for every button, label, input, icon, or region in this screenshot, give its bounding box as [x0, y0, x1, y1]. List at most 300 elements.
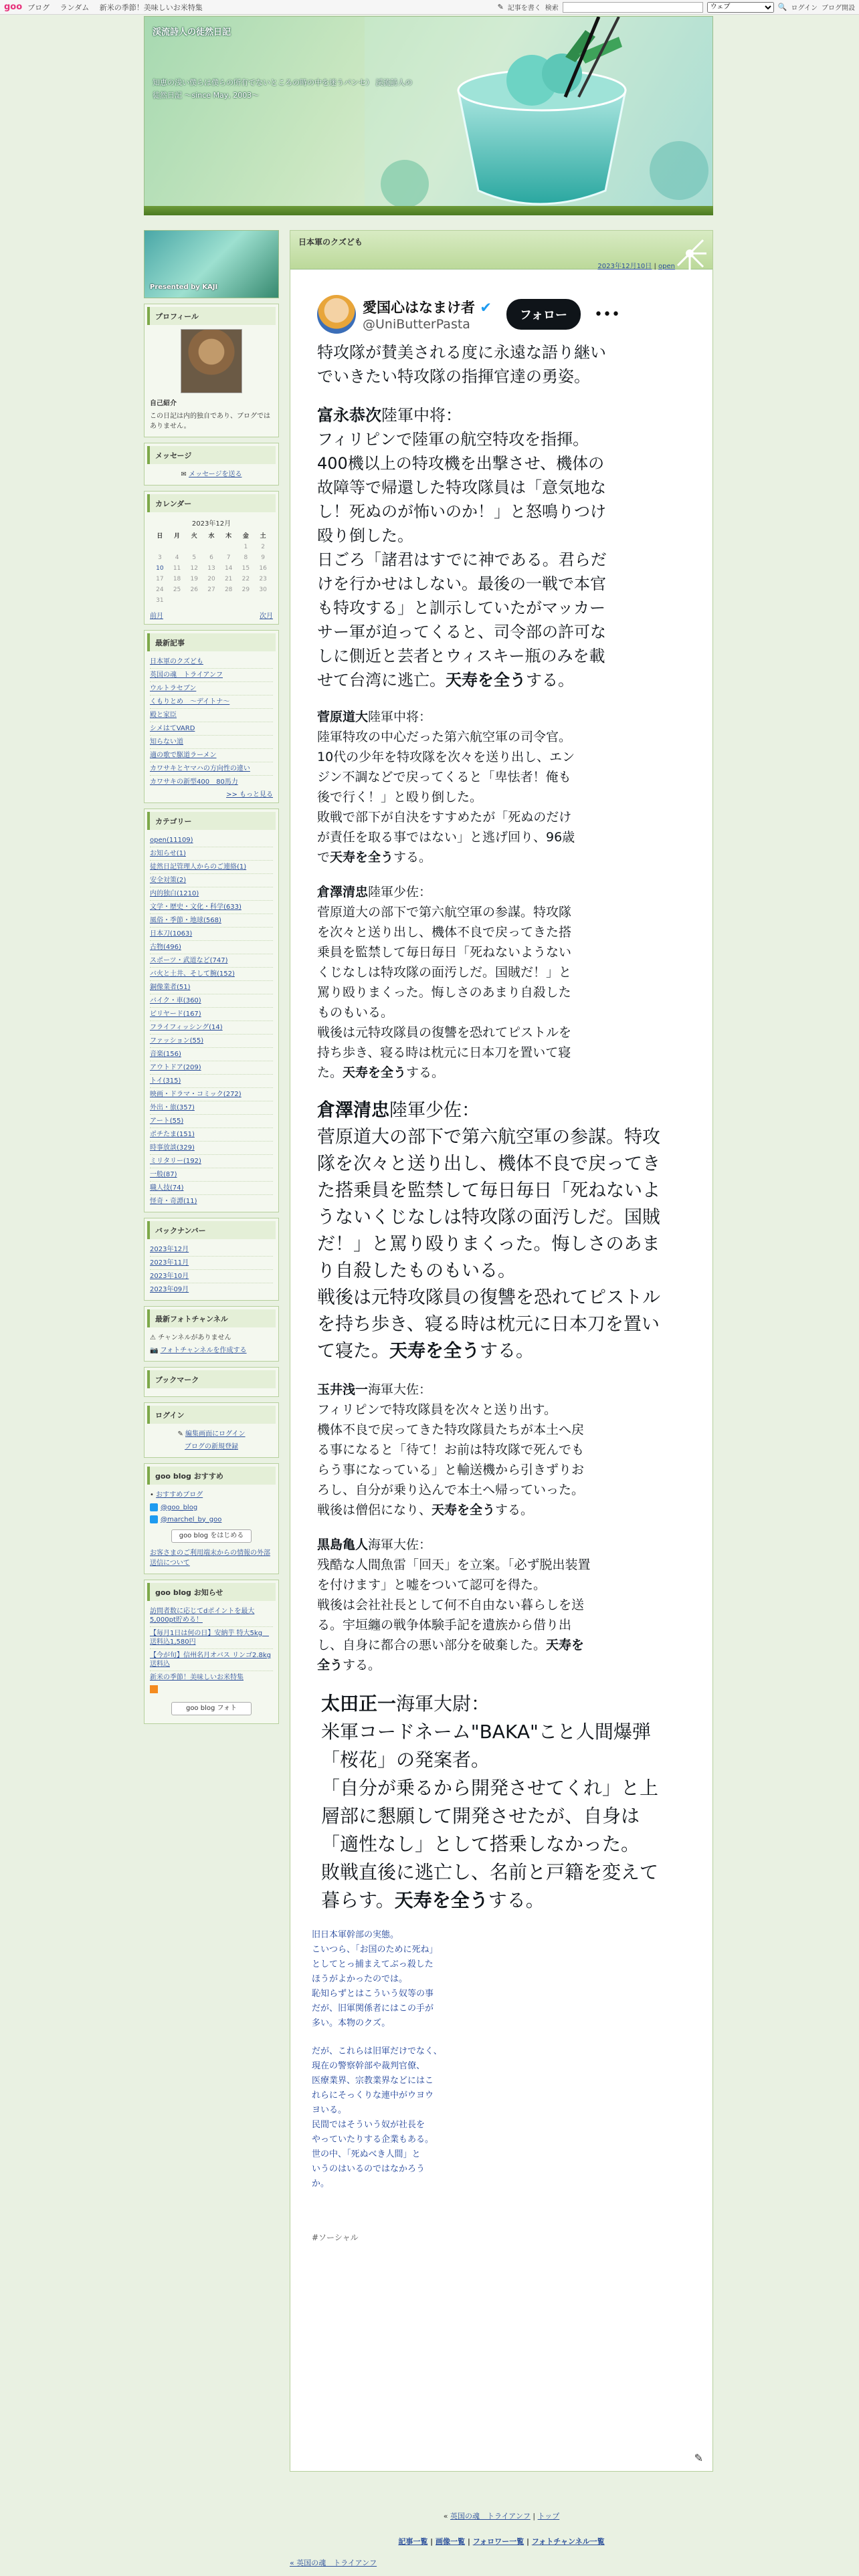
pager-prefix: « — [443, 2512, 448, 2520]
notice-item — [150, 1627, 273, 1649]
categories-widget — [144, 809, 279, 1212]
tweet-header — [308, 282, 669, 340]
backnumber-item — [150, 1283, 273, 1296]
emphasis-text: 天寿を全う — [389, 1341, 480, 1362]
banner-caption: Presented by KAJI — [150, 284, 218, 291]
calendar-day[interactable]: 4 — [175, 554, 179, 561]
calendar-day[interactable]: 10 — [156, 565, 164, 572]
person-block-tominaga — [308, 403, 622, 692]
author-comment-1 — [308, 1928, 482, 2031]
calendar-heading: カレンダー — [147, 494, 276, 512]
person-text: 菅原道大の部下で第六航空軍の参謀。特攻隊を次々と送り出し、機体不良で戻ってきた搭乗員を監禁して毎日毎日「死ねないようないくじなしは特攻隊の面汚しだ。国賊だ！」と罵り殴りまくった。悔しさのあまり自殺したものもいる。 — [317, 1127, 660, 1281]
calendar-day[interactable]: 2 — [261, 544, 265, 550]
calendar-day[interactable]: 20 — [207, 576, 215, 582]
category-item — [150, 901, 273, 914]
category-item-link[interactable]: 内的独白(1210) — [150, 890, 199, 897]
calendar-caption: 2023年12月 — [191, 520, 231, 528]
comment-line: か。 — [312, 2179, 330, 2189]
person-block-tamai — [308, 1380, 605, 1520]
start-goo-blog-button[interactable]: goo blog をはじめる — [171, 1529, 252, 1543]
comment-line: ほうがよかったのでは。 — [312, 1974, 408, 1984]
person-rank: 陸軍少佐： — [368, 885, 432, 899]
comment-line: だが、旧軍関係者にはこの手が — [312, 2004, 434, 2014]
comment-line: 民間ではそういう奴が社長を — [312, 2120, 425, 2130]
recent-post-item — [150, 762, 273, 776]
person-text: 残酷な人間魚雷「回天」を立案。「必ず脱出装置を付けます」と嘘をついて認可を得た。 — [317, 1558, 591, 1592]
suffix-text: する。 — [406, 1065, 445, 1080]
main-entry — [290, 230, 713, 2472]
notice-item — [150, 1671, 273, 1684]
person-rank: 海軍大尉： — [396, 1693, 490, 1715]
recent-post-item-link[interactable]: カワサキとヤマハの方向性の違い — [150, 765, 250, 772]
twitter-icon — [150, 1503, 158, 1511]
person-name: 黒島亀人 — [317, 1537, 369, 1552]
comment-line: こいつら、「お国のために死ね」 — [312, 1945, 438, 1955]
category-item-link[interactable]: お知らせ(1) — [150, 850, 186, 857]
category-item — [150, 1168, 273, 1182]
comment-line: れらにそっくりな連中がウヨウ — [312, 2090, 434, 2101]
tweet-intro: 特攻隊が賛美される度に永遠な語り継いでいきたい特攻隊の指揮官達の勇姿。 — [317, 343, 606, 386]
tweet-avatar[interactable] — [317, 295, 356, 334]
search-scope-select[interactable] — [707, 2, 774, 13]
recent-post-item-link[interactable]: ウルトラセブン — [150, 685, 197, 692]
calendar-day — [185, 542, 203, 552]
category-item — [150, 874, 273, 887]
category-item — [150, 1061, 273, 1075]
person-rank: 陸軍中将： — [381, 406, 462, 425]
category-item — [150, 994, 273, 1008]
entry-body — [290, 270, 712, 2255]
calendar-day[interactable]: 11 — [173, 565, 181, 572]
login-link[interactable]: ログイン — [791, 5, 818, 12]
nav-rice-special[interactable]: 新米の季節！美味しいお米特集 — [99, 3, 203, 12]
header-drink-image — [365, 17, 712, 215]
suffix-text: する。 — [343, 1658, 381, 1673]
calendar-weekday: 金 — [242, 533, 249, 540]
category-item-link[interactable]: アート(55) — [150, 1117, 184, 1125]
login-widget — [144, 1402, 279, 1458]
photo-channel-widget — [144, 1306, 279, 1362]
category-item — [150, 981, 273, 994]
category-item-link[interactable]: 安全対策(2) — [150, 877, 187, 884]
edit-login-link[interactable]: 編集画面にログイン — [185, 1430, 246, 1438]
category-item — [150, 1155, 273, 1168]
recent-posts-heading: 最新記事 — [147, 633, 276, 651]
message-heading: メッセージ — [147, 446, 276, 464]
category-item-link[interactable]: 銅像業者(51) — [150, 984, 191, 991]
backnumber-widget — [144, 1218, 279, 1301]
category-item-link[interactable]: 映画・ドラマ・コミック(272) — [150, 1091, 242, 1098]
header-bar — [144, 206, 713, 215]
category-item-link[interactable]: 古物(496) — [150, 944, 181, 951]
comment-line: いうのはいるのではなかろう — [312, 2164, 425, 2174]
category-item — [150, 1075, 273, 1088]
calendar-prev-link[interactable]: 前月 — [150, 613, 163, 620]
category-item — [150, 861, 273, 874]
category-item-link[interactable]: バイク・車(360) — [150, 997, 201, 1004]
recent-post-item-link[interactable]: 英国の魂 トライアンフ — [150, 671, 223, 679]
category-item — [150, 1195, 273, 1208]
search-icon[interactable]: 🔍 — [777, 3, 787, 11]
calendar-day — [203, 595, 220, 606]
blog-title[interactable]: 渓流詩人の徒然日記 — [153, 27, 231, 37]
profile-avatar — [181, 329, 242, 393]
photo-channel-heading: 最新フォトチャンネル — [147, 1309, 276, 1327]
suffix-text: する。 — [480, 1341, 534, 1362]
recent-post-item-link[interactable]: シメはてVARD — [150, 725, 195, 732]
person-text: 陸軍特攻の中心だった第六航空軍の司令官。10代の少年を特攻隊を次々を送り出し、エンジン不調などで戻ってくると「卑怯者！俺も後で行く！」と殴り倒した。 — [317, 730, 575, 804]
person-name: 富永恭次 — [317, 406, 381, 425]
emphasis-text: 天寿を全う — [394, 1889, 488, 1911]
category-item-link[interactable]: ポチたま(151) — [150, 1131, 195, 1138]
send-message-link[interactable]: メッセージを送る — [189, 471, 242, 478]
entry-category-link[interactable]: open — [658, 263, 675, 270]
category-item-link[interactable]: トイ(315) — [150, 1077, 181, 1085]
calendar-day[interactable]: 30 — [259, 586, 267, 593]
recent-post-item — [150, 736, 273, 749]
calendar-day[interactable]: 31 — [156, 597, 164, 604]
edit-pencil-icon[interactable]: ✎ — [694, 2452, 703, 2464]
category-item-link[interactable]: 文学・歴史・文化・科学(633) — [150, 903, 242, 911]
bottom-prev-link — [290, 2557, 377, 2568]
category-item-link[interactable]: 外出・旅(357) — [150, 1104, 195, 1111]
search-input[interactable] — [563, 2, 703, 13]
footer-link-followers[interactable]: フォロワー一覧 — [472, 2537, 524, 2546]
goo-logo[interactable]: goo — [4, 2, 23, 12]
entry-tag[interactable]: #ソーシャル — [312, 2233, 359, 2242]
calendar-day — [151, 542, 169, 552]
calendar-day[interactable]: 23 — [259, 576, 267, 582]
category-item — [150, 1048, 273, 1061]
category-item — [150, 1088, 273, 1101]
category-item — [150, 834, 273, 847]
person-rank: 海軍大佐： — [368, 1382, 432, 1397]
categories-heading: カテゴリー — [147, 812, 276, 830]
recent-post-item-link[interactable]: 適の歌で駆道ラーメン — [150, 752, 217, 759]
category-item — [150, 968, 273, 981]
backnumber-heading: バックナンバー — [147, 1221, 276, 1239]
recent-post-item — [150, 709, 273, 722]
calendar-weekday: 月 — [174, 533, 181, 540]
person-text: 機体不良で戻ってきた特攻隊員たちが本土へ戻る事になると「待て！お前は特攻隊で死んでもらう事になっている」と輸送機から引きずりおろし、自分が乗り込んで本土へ帰っていった。 — [317, 1422, 585, 1497]
person-text: 「自分が乗るから開発させてくれ」と上層部に懇願して開発させたが、自身は「適性なし」として搭乗しなかった。 — [321, 1777, 659, 1855]
calendar-day[interactable]: 16 — [259, 565, 267, 572]
person-text: 戦後は僧侶になり、 — [317, 1503, 432, 1517]
person-rank: 海軍大佐： — [368, 1537, 432, 1552]
backnumber-item-link[interactable]: 2023年12月 — [150, 1246, 189, 1253]
blog-start-link[interactable]: ブログ開設 — [822, 5, 855, 12]
person-block-sugawara — [308, 707, 585, 867]
entry-title-bar — [290, 231, 712, 270]
person-name: 倉澤清忠 — [317, 885, 369, 899]
backnumber-item-link[interactable]: 2023年09月 — [150, 1286, 189, 1293]
pager-top-link[interactable]: トップ — [537, 2512, 560, 2520]
person-text: フィリピンで陸軍の航空特攻を指揮。400機以上の特攻機を出撃させ、機体の故障等で帰還した特攻隊員は「意気地なし！死ぬのが怖いのか！」と怒鳴りつけ殴り倒した。 — [317, 430, 606, 545]
marchel-twitter-link[interactable]: @marchel_by_goo — [161, 1515, 222, 1523]
comment-line: 恥知らずとはこういう奴等の事 — [312, 1989, 434, 1999]
comment-line: としてとっ捕まえてぶっ殺した — [312, 1959, 434, 1969]
calendar-day[interactable]: 7 — [226, 554, 231, 561]
bottom-prev-anchor[interactable]: « 英国の魂 トライアンフ — [290, 2559, 377, 2567]
calendar-day[interactable]: 24 — [156, 586, 164, 593]
person-text: 日ごろ「諸君はすでに神である。君らだけを行かせはしない。最後の一戦で本官も特攻する」と訓示していたがマッカーサー軍が迫ってくると、司令部の許可なしに側近と芸者とウィスキー瓶のみを載せて台湾に逃亡。 — [317, 550, 607, 689]
blog-header — [144, 16, 713, 215]
recent-post-item — [150, 749, 273, 762]
recent-post-item-link[interactable]: 知らない道 — [150, 738, 183, 746]
category-item-link[interactable]: 日本刀(1063) — [150, 930, 193, 938]
calendar-weekday: 木 — [225, 533, 232, 540]
category-item — [150, 887, 273, 901]
backnumber-item — [150, 1257, 273, 1270]
profile-heading: プロフィール — [147, 307, 276, 325]
recent-post-item-link[interactable]: カワサキの新型400 80馬力 — [150, 778, 238, 786]
calendar-day[interactable]: 14 — [224, 565, 233, 572]
external-data-notice-link[interactable]: お客さまのご利用端末からの情報の外部送信について — [150, 1549, 270, 1567]
person-block-ota — [308, 1690, 682, 1915]
notice-item — [150, 1605, 273, 1627]
person-name: 玉井浅一 — [317, 1382, 369, 1397]
no-channel-text: チャンネルがありません — [158, 1334, 231, 1341]
calendar-weekday: 日 — [157, 533, 163, 540]
self-intro-title: 自己紹介 — [150, 400, 177, 407]
message-widget — [144, 443, 279, 486]
footer-link-photochannels[interactable]: フォトチャンネル一覧 — [531, 2537, 605, 2546]
calendar-day — [220, 542, 237, 552]
calendar-day[interactable]: 6 — [209, 554, 213, 561]
category-item — [150, 914, 273, 928]
suffix-text: する。 — [495, 1503, 534, 1517]
calendar-day[interactable]: 19 — [190, 576, 198, 582]
emphasis-text: 天寿を全う — [330, 850, 394, 865]
person-text: フィリピンで特攻隊員を次々と送り出す。 — [317, 1402, 557, 1417]
create-channel-link[interactable]: フォトチャンネルを作成する — [160, 1347, 247, 1354]
category-item — [150, 1035, 273, 1048]
calendar-weekday: 土 — [260, 533, 266, 540]
entry-date-line: 2023年12月10日 | open — [597, 263, 675, 270]
calendar-day — [237, 595, 255, 606]
category-item-link[interactable]: 職人技(74) — [150, 1184, 184, 1192]
calendar-day — [169, 595, 186, 606]
backnumber-item — [150, 1270, 273, 1283]
notice-widget — [144, 1580, 279, 1724]
comment-line: ヨいる。 — [312, 2105, 347, 2115]
category-item — [150, 1101, 273, 1115]
calendar-day[interactable]: 1 — [244, 544, 248, 550]
category-item-link[interactable]: open(11109) — [150, 837, 193, 844]
recent-post-item — [150, 695, 273, 709]
calendar-table — [151, 516, 272, 606]
calendar-day[interactable]: 28 — [224, 586, 233, 593]
tweet-author-handle[interactable]: @UniButterPasta — [363, 317, 470, 332]
category-item-link[interactable]: アウトドア(209) — [150, 1064, 201, 1071]
calendar-day[interactable]: 9 — [261, 554, 265, 561]
calendar-day[interactable]: 27 — [207, 586, 215, 593]
person-name: 倉澤清忠 — [317, 1100, 389, 1121]
calendar-day[interactable]: 13 — [207, 565, 215, 572]
category-item-link[interactable]: スポーツ・武道など(747) — [150, 957, 228, 964]
twitter-icon — [150, 1515, 158, 1523]
category-item — [150, 847, 273, 861]
recommend-heading: goo blog おすすめ — [147, 1467, 276, 1485]
calendar-day[interactable]: 15 — [242, 565, 250, 572]
category-item — [150, 1115, 273, 1128]
calendar-day — [220, 595, 237, 606]
envelope-icon: ✉ — [181, 471, 187, 478]
write-article-link[interactable]: 記事を書く — [507, 5, 541, 12]
category-item-link[interactable]: 一般(87) — [150, 1171, 177, 1178]
warning-icon: ⚠ — [150, 1334, 156, 1341]
calendar-next-link[interactable]: 次月 — [260, 613, 273, 620]
notice-item — [150, 1649, 273, 1671]
footer-links: 記事一覧 | 画像一覧 | フォロワー一覧 | フォトチャンネル一覧 — [398, 2537, 605, 2546]
backnumber-item-link[interactable]: 2023年10月 — [150, 1273, 189, 1280]
calendar-day[interactable]: 25 — [173, 586, 181, 593]
rss-icon[interactable] — [150, 1685, 158, 1693]
comment-line: 現在の警察幹部や裁判官僚、 — [312, 2061, 425, 2071]
category-item-link[interactable]: ファッション(55) — [150, 1037, 204, 1045]
calendar-day — [169, 542, 186, 552]
recommend-widget — [144, 1463, 279, 1574]
calendar-day[interactable]: 8 — [244, 554, 248, 561]
goo-blog-twitter-link[interactable]: @goo_blog — [161, 1503, 198, 1511]
pager-prev-link[interactable]: 英国の魂 トライアンフ — [450, 2512, 531, 2520]
footer-link-articles[interactable]: 記事一覧 — [398, 2537, 428, 2546]
goo-topbar — [0, 0, 859, 15]
person-block-kurasawa-small — [308, 882, 585, 1083]
calendar-day[interactable]: 18 — [173, 576, 181, 582]
bullet-icon: • — [150, 1491, 154, 1499]
bookmark-heading: ブックマーク — [147, 1370, 276, 1388]
notice-heading: goo blog お知らせ — [147, 1583, 276, 1601]
verified-badge-icon: ✔ — [480, 300, 492, 316]
category-item — [150, 1021, 273, 1035]
person-text: 敗戦で部下が自決をすすめたが「死ぬのだけが責任を取る事ではない」と逃げ回り、96歳で — [317, 810, 575, 865]
recent-post-item-link[interactable]: くもりとめ 〜デイトナ〜 — [150, 698, 230, 706]
category-item — [150, 1142, 273, 1155]
suffix-text: する。 — [488, 1889, 545, 1911]
entry-pager: « 英国の魂 トライアンフ | トップ — [443, 2512, 560, 2520]
search-label: 検索 — [545, 5, 559, 12]
category-item-link[interactable]: フライフィッシング(14) — [150, 1024, 223, 1031]
entry-title[interactable]: 日本軍のクズども — [298, 237, 363, 247]
emphasis-text: 天寿を全う — [317, 1638, 585, 1673]
category-item-link[interactable]: 時事放談(329) — [150, 1144, 195, 1152]
pencil-icon: ✎ — [497, 3, 504, 11]
emphasis-text: 天寿を全う — [343, 1065, 407, 1080]
recent-post-item-link[interactable]: 殿と家臣 — [150, 712, 177, 719]
calendar-day — [254, 595, 272, 606]
bookmark-widget — [144, 1367, 279, 1397]
recommend-blog-link[interactable]: おすすめブログ — [156, 1491, 203, 1499]
category-item-link[interactable]: 怪奇・奇譚(11) — [150, 1198, 197, 1205]
login-heading: ログイン — [147, 1406, 276, 1424]
person-text: 戦後は元特攻隊員の復讐を恐れてピストルを持ち歩き、寝る時は枕元に日本刀を置いて寝た。 — [317, 1025, 572, 1080]
new-blog-link[interactable]: ブログの新規登録 — [185, 1443, 238, 1451]
suffix-text: する。 — [526, 671, 574, 689]
backnumber-item-link[interactable]: 2023年11月 — [150, 1259, 189, 1267]
tweet-author-name[interactable]: 愛国心はなまけ者 — [363, 300, 475, 316]
more-options-icon[interactable]: ••• — [594, 306, 620, 323]
blog-description: 知恵の浅い僕らは僕らの所有でないところの時の中を迷うパンセ） 渓流詩人の徒然日記 〜since May, 2003〜 — [153, 78, 413, 100]
notice-item-link[interactable]: 新米の季節！美味しいお米特集 — [150, 1674, 244, 1681]
self-intro-text: この日記は内的独自であり、ブログではありません。 — [150, 413, 270, 430]
follow-button[interactable]: フォロー — [506, 299, 581, 330]
calendar-day[interactable]: 26 — [190, 586, 198, 593]
footer-link-images[interactable]: 画像一覧 — [436, 2537, 466, 2546]
goo-blog-photo-button[interactable]: goo blog フォト — [171, 1702, 252, 1715]
calendar-day — [203, 542, 220, 552]
calendar-day[interactable]: 3 — [157, 554, 162, 561]
calendar-day[interactable]: 21 — [224, 576, 233, 582]
category-item-link[interactable]: 徒然日記管理人からのご連絡(1) — [150, 863, 247, 871]
calendar-day[interactable]: 22 — [242, 576, 250, 582]
person-name: 太田正一 — [321, 1693, 397, 1715]
category-item-link[interactable]: ビリヤード(167) — [150, 1010, 201, 1018]
category-item-link[interactable]: バ火と土井、そして腕(152) — [150, 970, 235, 978]
person-text: 菅原道大の部下で第六航空軍の参謀。特攻隊を次々と送り出し、機体不良で戻ってきた搭乗員を監禁して毎日毎日「死ねないようないくじなしは特攻隊の面汚しだ。国賊だ！」と罵り殴りまくった。悔しさのあまり自殺したものもいる。 — [317, 905, 572, 1020]
category-item — [150, 1182, 273, 1195]
person-text: 戦後は元特攻隊員の復讐を恐れてピストルを持ち歩き、寝る時は枕元に日本刀を置いて寝た。 — [317, 1287, 660, 1362]
leaf-ornament-icon — [670, 233, 710, 274]
calendar-day[interactable]: 12 — [190, 565, 198, 572]
entry-date-link[interactable]: 2023年12月10日 — [597, 263, 652, 270]
more-posts-link[interactable]: >> もっと見る — [226, 791, 273, 798]
person-text: 米軍コードネーム"BAKA"こと人間爆弾「桜花」の発案者。 — [321, 1721, 651, 1771]
recent-post-item-link[interactable]: 日本軍のクズども — [150, 658, 203, 665]
recent-posts-widget — [144, 630, 279, 803]
person-name: 菅原道大 — [317, 710, 369, 724]
comment-line: 旧日本軍幹部の実態。 — [312, 1930, 399, 1940]
notice-item-link[interactable]: 【毎月1日は何の日】安納芋 特大5kg 送料込1,580円 — [150, 1630, 270, 1646]
recent-post-item — [150, 655, 273, 669]
notice-item-link[interactable]: 訪問者数に応じてdポイントを最大5,000pt貯める！ — [150, 1608, 255, 1624]
calendar-day[interactable]: 5 — [192, 554, 197, 561]
comment-line: 世の中、「死ぬべき人間」と — [312, 2149, 421, 2159]
person-block-kurasawa-large — [308, 1097, 679, 1365]
profile-widget — [144, 304, 279, 437]
emphasis-text: 天寿を全う — [446, 671, 526, 689]
comment-line: 多い。本物のクズ。 — [312, 2018, 391, 2028]
person-rank: 陸軍中将： — [368, 710, 432, 724]
person-block-kuroshima — [308, 1535, 605, 1675]
recent-post-item — [150, 776, 273, 788]
category-item — [150, 1008, 273, 1021]
comment-line: 医療業界、宗教業界などにはこ — [312, 2076, 434, 2086]
suffix-text: する。 — [393, 850, 432, 865]
nav-random[interactable]: ランダム — [60, 3, 90, 12]
comment-line: だが、これらは旧軍だけでなく、 — [312, 2046, 442, 2056]
recent-post-item — [150, 669, 273, 682]
category-item — [150, 1128, 273, 1142]
recent-post-item — [150, 722, 273, 736]
calendar-weekday: 水 — [208, 533, 215, 540]
camera-icon: 📷 — [150, 1347, 159, 1354]
calendar-day[interactable]: 29 — [242, 586, 250, 593]
category-item-link[interactable]: 風俗・季節・地球(568) — [150, 917, 221, 924]
person-text: 戦後は会社社長として何不自由ない暮らしを送る。宇垣纏の戦争体験手記を遺族から借り出し、自身に都合の悪い部分を破棄した。 — [317, 1598, 585, 1652]
category-item-link[interactable]: 音楽(156) — [150, 1051, 181, 1058]
calendar-weekday: 火 — [191, 533, 197, 540]
category-item — [150, 954, 273, 968]
notice-item-link[interactable]: 【今が旬】信州名月オバス リンゴ2.8kg 送料込 — [150, 1652, 272, 1668]
backnumber-item — [150, 1243, 273, 1257]
category-item-link[interactable]: ミリタリー(192) — [150, 1158, 201, 1165]
author-comment-2 — [308, 2044, 482, 2191]
calendar-day[interactable]: 17 — [156, 576, 164, 582]
sidebar — [144, 230, 279, 1729]
nav-blog[interactable]: ブログ — [27, 3, 50, 12]
edit-icon: ✎ — [177, 1430, 183, 1438]
